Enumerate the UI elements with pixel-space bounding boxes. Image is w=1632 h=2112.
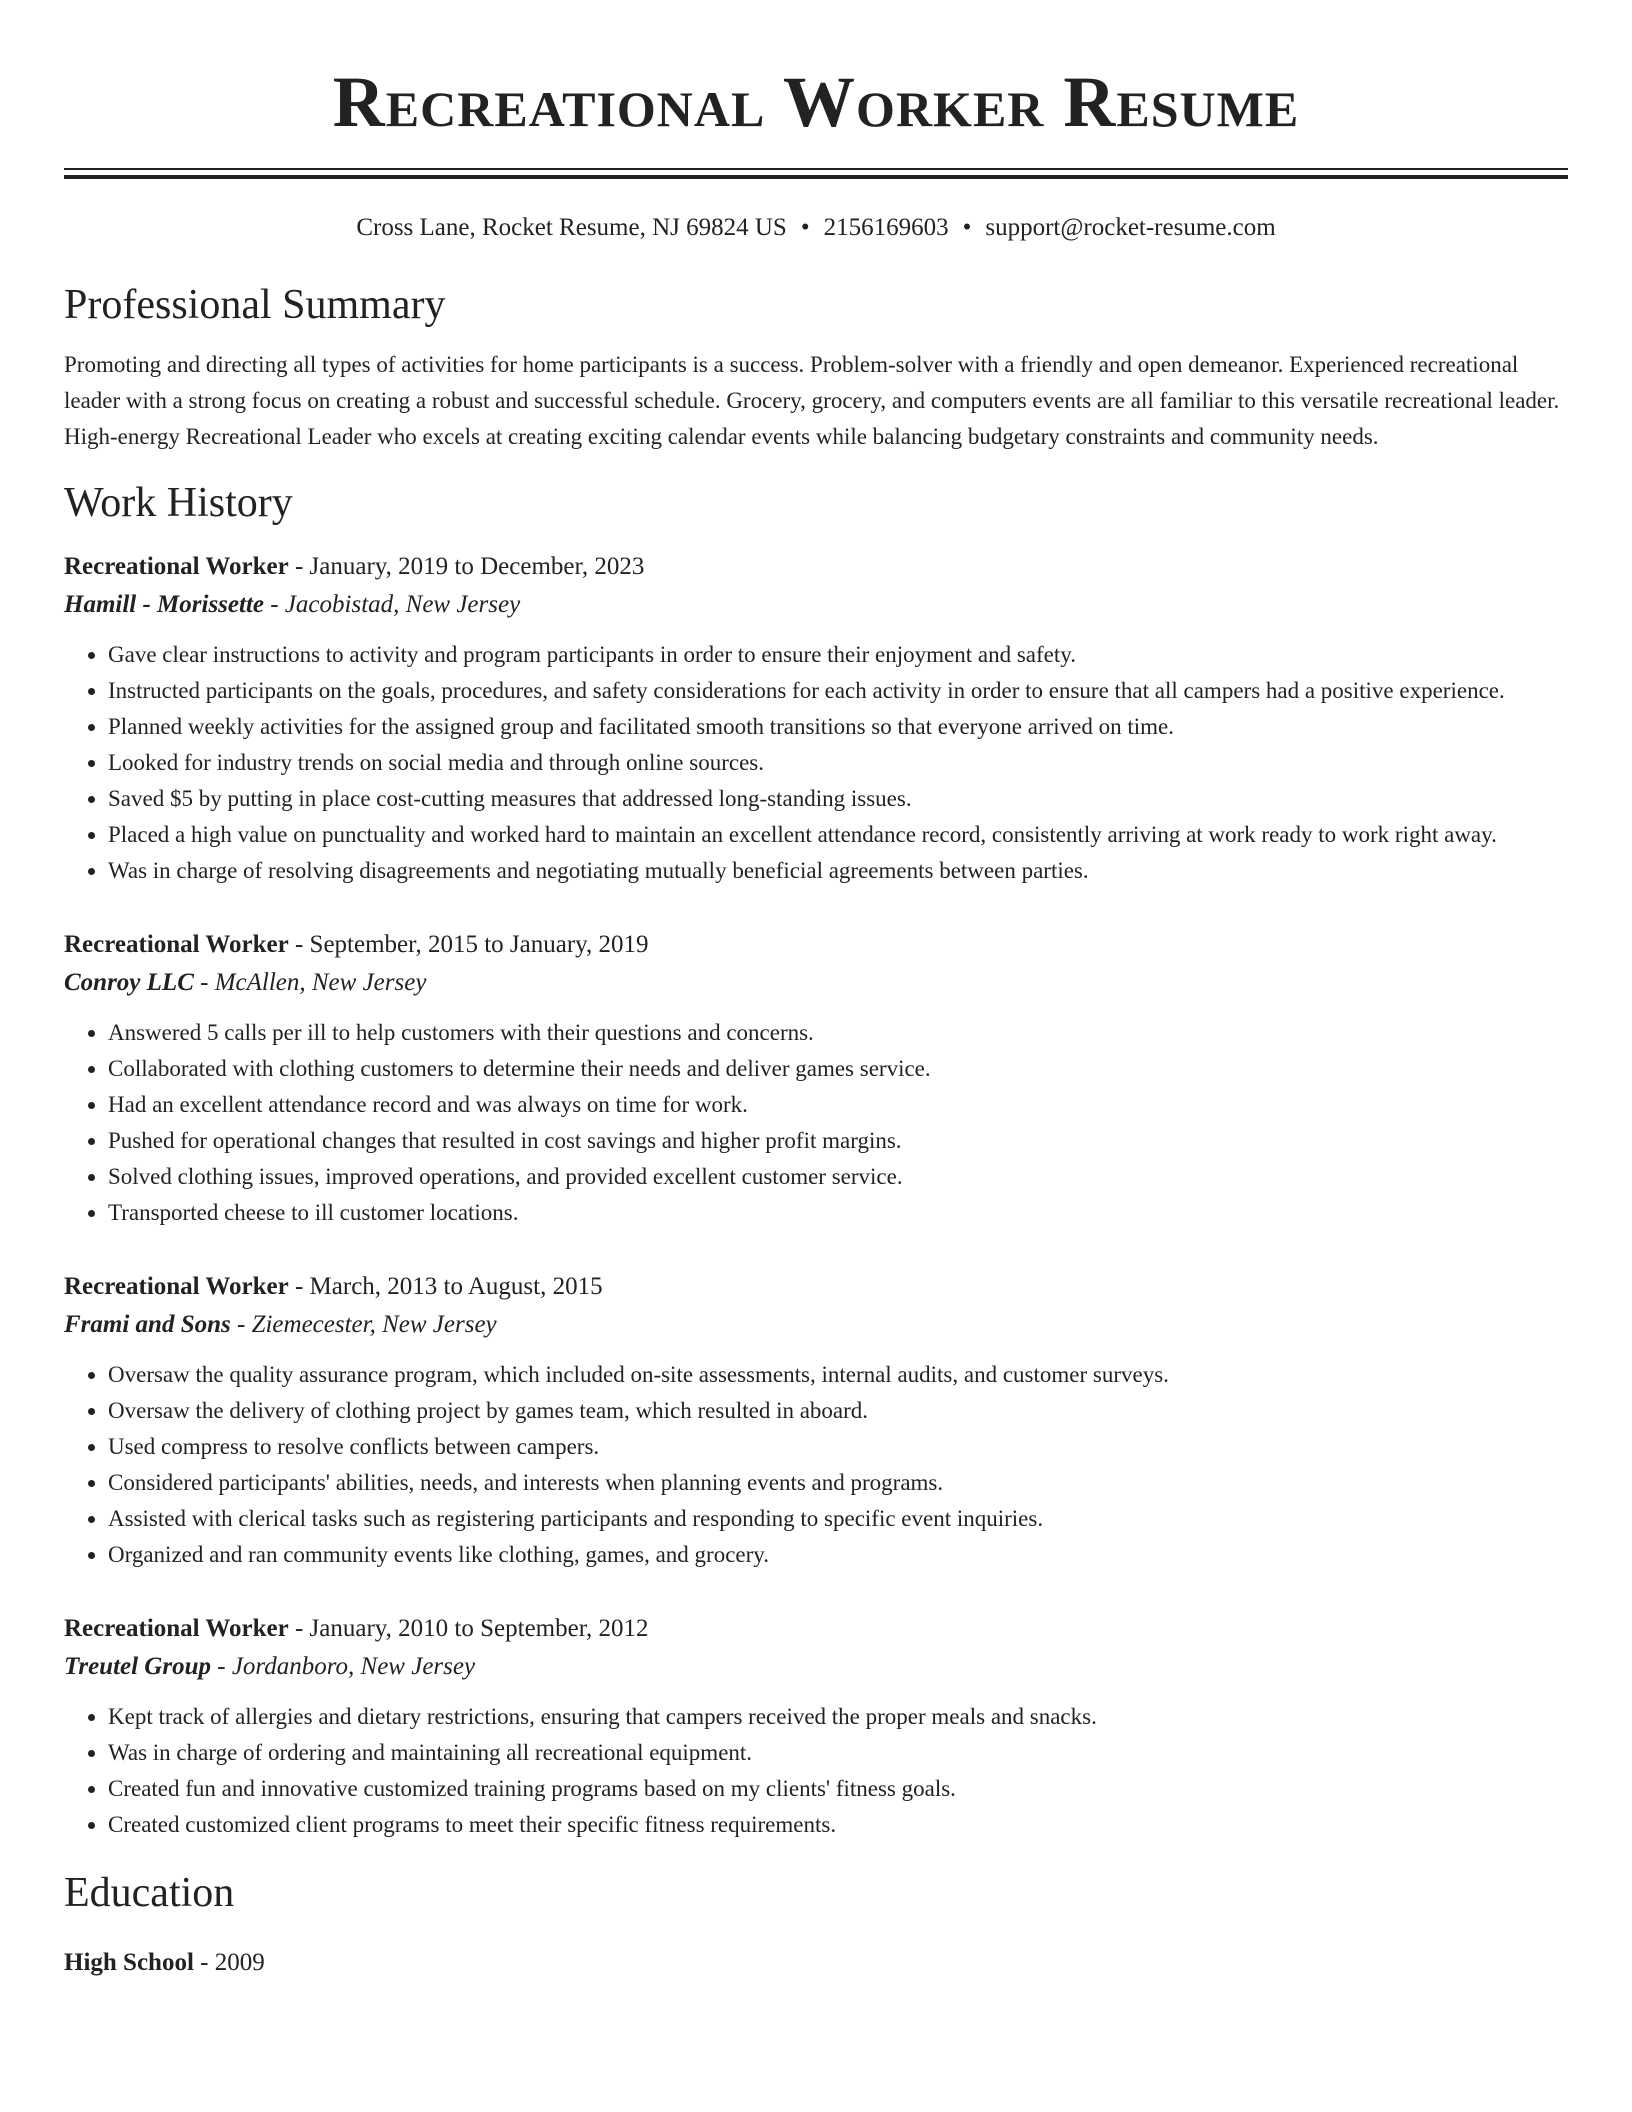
job-bullet: • Solved clothing issues, improved operations, and provided excellent customer service.: [108, 1159, 1568, 1195]
job-bullet: • Had an excellent attendance record and was always on time for work.: [108, 1087, 1568, 1123]
contact-email: support@rocket-resume.com: [985, 214, 1276, 241]
resume-title: Recreational Worker Resume: [332, 62, 1300, 142]
job-header: [64, 927, 1568, 963]
job-bullet: • Looked for industry trends on social media and through online sources.: [108, 745, 1568, 781]
job-employer-line: [64, 1647, 1568, 1687]
job-bullet: • Created fun and innovative customized training programs based on my clients' fitness goals.: [108, 1771, 1568, 1807]
education-degree: High School: [64, 1949, 194, 1976]
education-heading: Education: [64, 1870, 235, 1916]
job-title: Recreational Worker: [64, 1273, 289, 1300]
job-bullet: • Collaborated with clothing customers to determine their needs and deliver games service.: [108, 1051, 1568, 1087]
job-employer-line: [64, 1305, 1568, 1345]
job-entry: [64, 927, 1568, 1231]
job-bullet: • Used compress to resolve conflicts between campers.: [108, 1429, 1568, 1465]
education-year: - 2009: [193, 1949, 265, 1976]
job-bullet: • Pushed for operational changes that resulted in cost savings and higher profit margins.: [108, 1123, 1568, 1159]
job-bullet: • Was in charge of resolving disagreements and negotiating mutually beneficial agreements between parties.: [108, 853, 1568, 889]
job-dates: - January, 2010 to September, 2012: [288, 1615, 649, 1642]
contact-separator: •: [800, 214, 810, 241]
summary-heading: Professional Summary: [64, 282, 446, 328]
job-bullet: • Kept track of allergies and dietary restrictions, ensuring that campers received the proper meals and snacks.: [108, 1699, 1568, 1735]
job-bullets: [64, 637, 1568, 889]
job-bullet: • Instructed participants on the goals, procedures, and safety considerations for each activity in order to ensure that all campers had a positive experience.: [108, 673, 1568, 709]
job-bullet: • Transported cheese to ill customer locations.: [108, 1195, 1568, 1231]
job-title: Recreational Worker: [64, 1615, 289, 1642]
job-bullet: • Placed a high value on punctuality and worked hard to maintain an excellent attendance record, consistently arriving at work ready to work right away.: [108, 817, 1568, 853]
job-location: - McAllen, New Jersey: [193, 969, 427, 996]
job-bullet: • Saved $5 by putting in place cost-cutting measures that addressed long-standing issues.: [108, 781, 1568, 817]
job-employer: Conroy LLC: [64, 969, 194, 996]
job-employer-line: [64, 585, 1568, 625]
job-bullets: [64, 1357, 1568, 1573]
contact-phone: 2156169603: [823, 214, 949, 241]
job-header: [64, 549, 1568, 585]
job-bullet: • Gave clear instructions to activity and program participants in order to ensure their enjoyment and safety.: [108, 637, 1568, 673]
resume-page: [64, 0, 1568, 1981]
work-history-heading: Work History: [64, 480, 293, 526]
job-title: Recreational Worker: [64, 553, 289, 580]
job-bullet: • Oversaw the delivery of clothing project by games team, which resulted in aboard.: [108, 1393, 1568, 1429]
job-entry: [64, 1269, 1568, 1573]
job-employer-line: [64, 963, 1568, 1003]
contact-address: Cross Lane, Rocket Resume, NJ 69824 US: [356, 214, 787, 241]
job-employer: Hamill - Morissette: [64, 591, 264, 618]
job-location: - Jacobistad, New Jersey: [264, 591, 521, 618]
job-header: [64, 1611, 1568, 1647]
job-bullet: • Was in charge of ordering and maintaining all recreational equipment.: [108, 1735, 1568, 1771]
job-dates: - September, 2015 to January, 2019: [288, 931, 649, 958]
education-entry: [64, 1945, 1568, 1981]
contact-separator: •: [962, 214, 972, 241]
job-header: [64, 1269, 1568, 1305]
job-bullets: [64, 1015, 1568, 1231]
job-bullet: • Assisted with clerical tasks such as registering participants and responding to specific event inquiries.: [108, 1501, 1568, 1537]
job-bullet: • Organized and ran community events like clothing, games, and grocery.: [108, 1537, 1568, 1573]
job-entry: [64, 549, 1568, 889]
job-dates: - March, 2013 to August, 2015: [288, 1273, 603, 1300]
job-entry: [64, 1611, 1568, 1843]
job-dates: - January, 2019 to December, 2023: [288, 553, 645, 580]
job-bullets: [64, 1699, 1568, 1843]
job-employer: Frami and Sons: [64, 1311, 231, 1338]
contact-line: [64, 213, 1568, 243]
job-location: - Ziemecester, New Jersey: [230, 1311, 497, 1338]
title-divider: [64, 168, 1568, 179]
job-location: - Jordanboro, New Jersey: [211, 1653, 476, 1680]
job-bullet: • Oversaw the quality assurance program, which included on-site assessments, internal audits, and customer surveys.: [108, 1357, 1568, 1393]
job-bullet: • Considered participants' abilities, needs, and interests when planning events and programs.: [108, 1465, 1568, 1501]
summary-text: Promoting and directing all types of activities for home participants is a success. Problem-solver with a friendly and open demeanor. Experienced recreational leader with a strong focus on creating a robust and successful schedule. Grocery, grocery, and computers events are all familiar to this versatile recreational leader. High-energy Recreational Leader who excels at creating exciting calendar events while balancing budgetary constraints and community needs.: [64, 352, 1560, 449]
job-employer: Treutel Group: [64, 1653, 211, 1680]
job-title: Recreational Worker: [64, 931, 289, 958]
job-bullet: • Answered 5 calls per ill to help customers with their questions and concerns.: [108, 1015, 1568, 1051]
job-bullet: • Planned weekly activities for the assigned group and facilitated smooth transitions so that everyone arrived on time.: [108, 709, 1568, 745]
job-bullet: • Created customized client programs to meet their specific fitness requirements.: [108, 1807, 1568, 1843]
